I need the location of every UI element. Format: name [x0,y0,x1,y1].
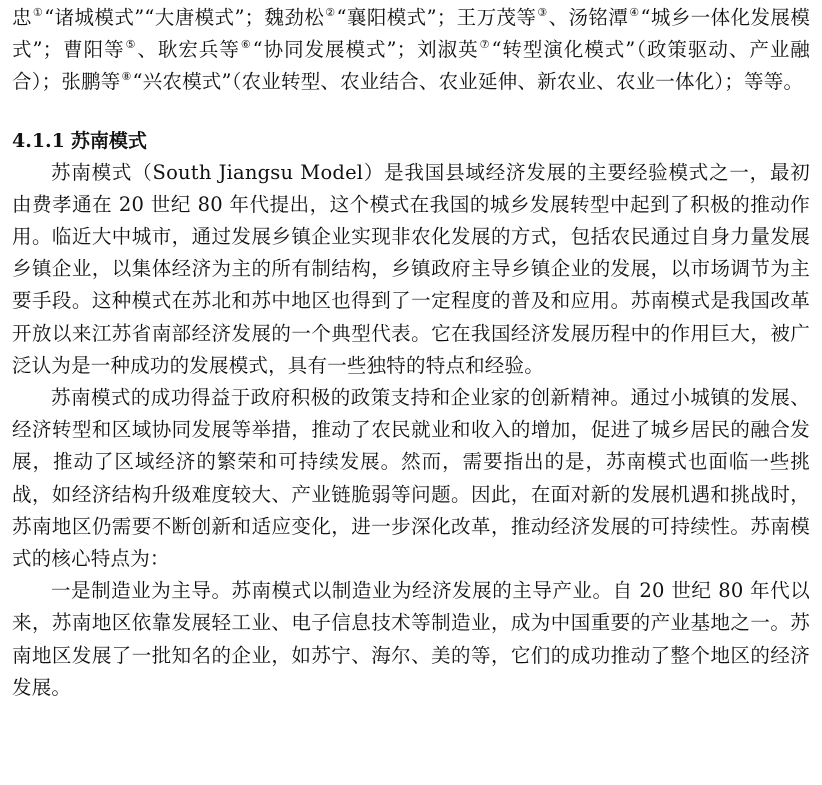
intro-text-segment: “襄阳模式”；王万茂等 [336,6,537,29]
intro-text-segment: 、耿宏兵等 [137,38,240,62]
paragraph-spacer [12,99,810,125]
intro-text-segment: “转型演化模式”（政策驱动、产业融合）；张鹏等 [12,38,811,94]
body-paragraph-3: 一是制造业为主导。苏南模式以制造业为经济发展的主导产业。自 20 世纪 80 年代以来，苏南地区依靠发展轻工业、电子信息技术等制造业，成为中国重要的产业基地之一。苏南地区发展了一批知名的企业，如苏宁、海尔、美的等，它们的成功推动了整个地区的经济发展。 [12,579,810,699]
footnote-marker: ⑧ [121,70,132,84]
footnote-marker: ⑦ [479,38,491,52]
footnote-marker: ⑥ [240,38,252,52]
section-heading [12,125,810,157]
footnote-marker: ② [325,6,336,19]
intro-text-segment: “兴农模式”（农业转型、农业结合、农业延伸、新农业、农业一体化）；等等。 [132,70,804,94]
body-paragraph-1: 苏南模式（South Jiangsu Model）是我国县域经济发展的主要经验模式之一，最初由费孝通在 20 世纪 80 年代提出，这个模式在我国的城乡发展转型中起到了积极的推动作用。临近大中城市，通过发展乡镇企业实现非农化发展的方式，包括农民通过自身力量发展乡镇企业，以集体经济为主的所有制结构，乡镇政府主导乡镇企业的发展，以市场调节为主要手段。这种模式在苏北和苏中地区也得到了一定程度的普及和应用。苏南模式是我国改革开放以来江苏省南部经济发展的一个典型代表。它在我国经济发展历程中的作用巨大，被广泛认为是一种成功的发展模式，具有一些独特的特点和经验。 [12,160,810,377]
intro-text-segment: “诸城模式”“大唐模式”；魏劲松 [44,6,325,29]
intro-paragraph [12,2,810,99]
intro-text-segment: 、汤铭潭 [548,6,629,29]
intro-text-segment: “协同发展模式”；刘淑英 [252,38,479,62]
intro-text-segment: 忠 [12,6,32,29]
footnote-marker: ⑤ [125,38,137,52]
section-title: 苏南模式 [70,129,147,152]
footnote-marker: ③ [537,6,548,19]
section-number: 4.1.1 [12,129,65,152]
body-paragraph-2: 苏南模式的成功得益于政府积极的政策支持和企业家的创新精神。通过小城镇的发展、经济转型和区域协同发展等举措，推动了农民就业和收入的增加，促进了城乡居民的融合发展，推动了区域经济的繁荣和可持续发展。然而，需要指出的是，苏南模式也面临一些挑战，如经济结构升级难度较大、产业链脆弱等问题。因此，在面对新的发展机遇和挑战时，苏南地区仍需要不断创新和适应变化，进一步深化改革，推动经济发展的可持续性。苏南模式的核心特点为： [12,386,810,571]
footnote-marker: ④ [629,6,640,19]
footnote-marker: ① [32,6,44,19]
intro-text-segment: “城乡一体化发展模式”；曹阳等 [12,6,811,62]
